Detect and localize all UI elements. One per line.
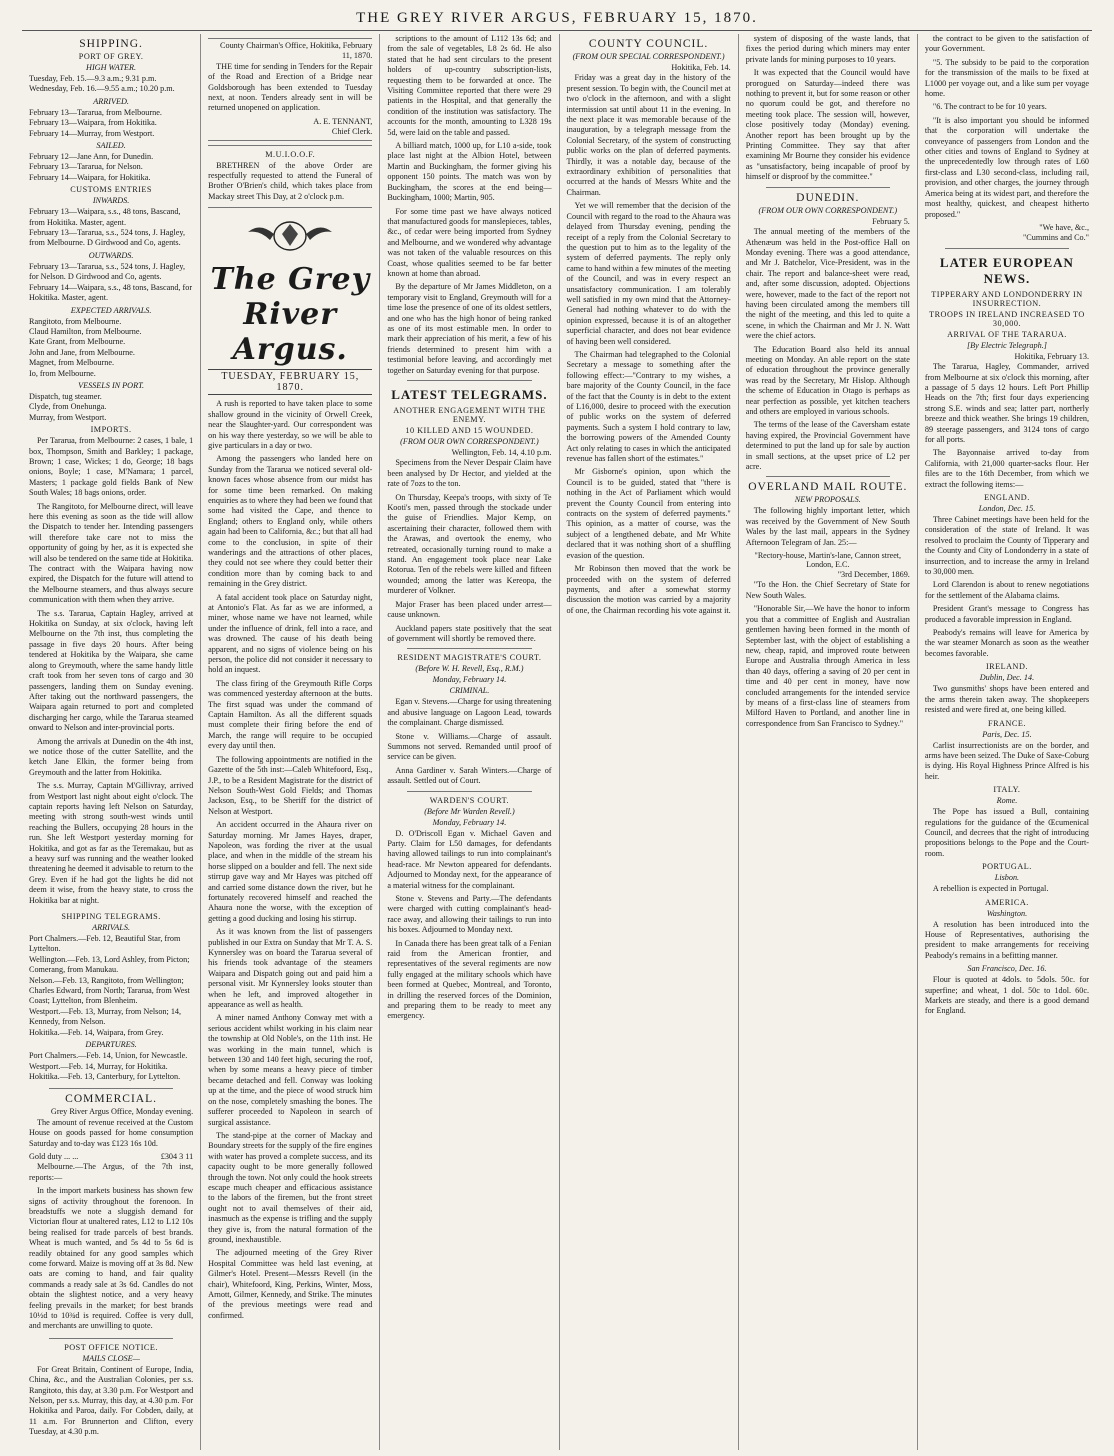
council-paragraph: Mr Robinson then moved that the work be proceeded with on the system of deferred payments, and after a somewhat stormy discussion the motion was carried by a majority of one, the Chairman recording his vote against it.	[566, 564, 731, 615]
telegram-dateline: Wellington, Feb. 14, 4.10 p.m.	[451, 448, 552, 457]
european-news-title: LATER EUROPEAN NEWS.	[939, 254, 1074, 286]
latest-telegrams-title: LATEST TELEGRAMS.	[391, 387, 548, 402]
county-council-title: COUNTY COUNCIL.	[588, 38, 709, 50]
section-divider	[407, 791, 531, 792]
telegram-arrival: Nelson.—Feb. 13, Rangitoto, from Wellington; Charles Edward, from North; Tararua, from West Coast; Lyttelton, from Blenheim.	[29, 975, 190, 1006]
telegram-paragraph: Auckland papers state positively that the seat of government will shortly be removed there.	[387, 623, 552, 643]
gold-duty-row	[29, 1152, 193, 1162]
portugal-paragraph: A rebellion is expected in Portugal.	[932, 884, 1049, 894]
tender-notice	[208, 38, 372, 141]
news-paragraph: For some time past we have always noticed that manufactured goods for manslepieces, tables, &c., of cedar were being imported from Sydney and Melbourne, and we wondered why advantage was not taken of the valuable resources on this Coast, whose qualities seemed to be far better known at home than abroad.	[387, 206, 552, 278]
sailed-line: February 14—Waipara, for Hokitika.	[29, 172, 151, 182]
dunedin-paragraph: The annual meeting of the members of the Athenæum was held in the Post-office Hall on Monday evening. There was a good attendance, and Mr J. Batchelor, Vice-President, was in the chair. The report and balance-sheet were read, and, after some discussion, adopted. Objections were, however, made to the fact of the report not having been circulated among the members till the night of the meeting, and this led to quite a scene, in which the Chairman and Mr J. N. Watt were the chief actors.	[745, 227, 910, 341]
wardens-court-case: In Canada there has been great talk of a Fenian raid from the American frontier, and representatives of the several regiments are now fully engaged at the military schools which have been formed at Quebec, Montreal, and Toronto, in drilling the reserved forces of the Dominion, and preparing them to be ready to meet any emergency.	[387, 938, 552, 1021]
overland-continued: the contract to be given to the satisfaction of your Government.	[924, 34, 1090, 54]
sailed-line: February 13—Tararua, for Nelson.	[29, 162, 143, 172]
lodge-text: BRETHREN of the above Order are respectfully requested to attend the Funeral of Brother O'Brien's child, which takes place from Mackay street This Day, at 2 o'clock p.m.	[208, 160, 373, 201]
news-paragraph: A billiard match, 1000 up, for L10 a-side, took place last night at the Albion Hotel, between Martin and Buckingham, the former giving his opponent 150 points. The match was won by Buckingham, the scores at the end being—Buckingham, 1000; Martin, 905.	[387, 141, 552, 203]
italy-date: Rome.	[996, 796, 1018, 806]
european-news-paragraph: The Tararua, Hagley, Commander, arrived from Melbourne at six o'clock this morning, after a passage of 5 days 12 hours. Left Port Phillip Heads on the 7th; first four days experiencing strong S.E. winds and sea; latter part, northerly breeze and thick weather. She brings 19 children, 89 steerage passengers, and 3124 tons of cargo for all ports.	[924, 362, 1090, 444]
gold-duty-label: Gold duty ... ...	[29, 1151, 79, 1161]
ireland-paragraph: Two gunsmiths' shops have been entered and the arms therein taken away. The shopkeepers resisted and were fired at, one being killed.	[924, 684, 1090, 715]
markets-text: In the import markets business has shown few signs of activity throughout the forenoon. In breadstuffs we note a sluggish demand for Victorian flour at unaltered rates, L12 to L12 10s being realised for trade parcels of best brands. Wheat is much wanted, and 5s 4d to 5s 6d is readily obtained for any good samples which come forward. Maize is moving off at 3s 8d. New oats are coming to hand, and fair quality commands a ready sale at 3s 6d. Candles do not obtain the slightest notice, and a very heavy feeling prevails in the market; for best brands 10½d to 10¾d is required. Coffee is very dull, and merchants are unwilling to quote.	[29, 1186, 194, 1331]
overland-continued: "It is also important you should be informed that the corporation will undertake the conveyance of passengers from London and the other cities and towns of England to Sydney at the unprecedentedly low through rates of L60 first-class and L30 second-class, including rail, provision, and other charges, the journey through America being at its widest part, and therefore the most healthy, quickest, and cheapest hitherto proposed."	[924, 115, 1090, 219]
rm-court-case: Egan v. Stevens.—Charge for using threatening and abusive language on Lagoon Lead, towards the complainant. Charge dismissed.	[387, 697, 552, 728]
editorial-paragraph: The following appointments are notified in the Gazette of the 5th inst:—Caleb Whitefoord, Esq., J.P., to be a Resident Magistrate for the district of Nelson South-West Gold Fields; and Thomas Jackson, Esq., to be Sheriff for the district of Nelson at Westport.	[208, 754, 373, 816]
overland-paragraph: "Honorable Sir,—We have the honor to inform you that a committee of English and Australian gentlemen having been formed in the month of September last, with the object of establishing a new, cheap, rapid, and improved route between Europe and Australia through America in less than 40 days, offering a saving of 20 per cent in time and 40 per cent in money, have now concluded arrangements for the intended service by means of a first-class line of steamers from Milford Haven to Portland, and another line in correspondence from San Francisco to Sydney."	[745, 604, 910, 728]
council-paragraph: The Chairman had telegraphed to the Colonial Secretary a message to something after the following effect:—"Contrary to my wishes, a bare majority of the County Council, in the face of the fact that the County is in debt to the extent of L16,000, desire to proceed with the execution of public works on the system of deferred payments. Such a system I hold contrary to law, the borrowing powers of the Amended County Act only relating to cases in which the anticipated revenue has fallen short of the estimates."	[566, 349, 731, 464]
tender-signature: A. E. TENNANT,	[313, 116, 373, 126]
ireland-date: Dublin, Dec. 14.	[979, 673, 1035, 683]
telegram-departure: Port Chalmers.—Feb. 14, Union, for Newcastle.	[29, 1051, 188, 1061]
dunedin-sub: (FROM OUR OWN CORRESPONDENT.)	[758, 205, 898, 215]
portugal-title: PORTUGAL.	[982, 862, 1032, 872]
european-news-headline: TROOPS IN IRELAND INCREASED TO 30,000.	[929, 309, 1085, 328]
arrived-line: February 13—Waipara, from Hokitika.	[29, 118, 157, 128]
sailed-title: SAILED.	[96, 141, 126, 151]
commercial-section	[29, 1093, 193, 1332]
issue-dateline: TUESDAY, FEBRUARY 15, 1870.	[208, 369, 372, 395]
european-news-source: [By Electric Telegraph.]	[966, 340, 1047, 350]
expected-title: EXPECTED ARRIVALS.	[70, 305, 152, 315]
america-paragraph: A resolution has been introduced into the House of Representatives, authorising the president to make arrangements for receiving Peabody's remains in a befitting manner.	[924, 919, 1090, 960]
commercial-place: Grey River Argus Office, Monday evening.	[50, 1107, 194, 1117]
america-title: AMERICA.	[985, 897, 1029, 907]
column-5	[739, 34, 918, 1450]
wardens-court-case: Stone v. Stevens and Party.—The defendants were charged with cutting complainant's head-race away, and allowing their tailings to run into his boxes. Adjourned to Monday next.	[387, 894, 552, 935]
telegram-paragraph: Major Fraser has been placed under arrest—cause unknown.	[387, 599, 552, 620]
newspaper-nameplate: The Grey River Argus.	[210, 262, 371, 368]
italy-paragraph: The Pope has issued a Bull, containing regulations for the guidance of the Œcumenical Council, and decrees that the right of introducing propositions belongs to the Pope and the Court-room.	[924, 807, 1090, 858]
overland-paragraph: "To the Hon. the Chief Secretary of State for New South Wales.	[745, 580, 910, 600]
vessels-line: Clyde, from Onehunga.	[29, 402, 107, 412]
rm-court-criminal: CRIMINAL.	[449, 686, 490, 696]
section-divider	[945, 248, 1069, 249]
customs-title: CUSTOMS ENTRIES	[70, 185, 152, 195]
gold-duty-value: £304 3 11	[160, 1151, 194, 1161]
portugal-date: Lisbon.	[994, 873, 1020, 883]
tender-text: THE time for sending in Tenders for the Repair of the Road and Erection of a Bridge near Goldsborough has been extended to Tuesday next, at noon. Tenders already sent in will be returned unopened on application.	[208, 61, 373, 113]
wardens-court-date: Monday, February 14.	[432, 817, 507, 827]
rm-court-case: Anna Gardiner v. Sarah Winters.—Charge of assault. Settled out of Court.	[387, 765, 552, 786]
high-water-line: Wednesday, Feb. 16.—9.55 a.m.; 10.20 p.m.	[29, 84, 175, 94]
telegram-headline: ANOTHER ENGAGEMENT WITH THE ENEMY.	[393, 406, 546, 424]
mails-close-title: MAILS CLOSE—	[82, 1353, 140, 1363]
france-paragraph: Carlist insurrectionists are on the border, and arms have been seized. The Duke of Saxe-Coburg is dying. His Royal Highness Prince Alfred is his heir.	[924, 740, 1090, 781]
lodge-notice	[208, 145, 372, 209]
vessels-line: Murray, from Westport.	[29, 412, 107, 422]
port-title: PORT OF GREY.	[78, 52, 144, 61]
telegrams-title: SHIPPING TELEGRAMS.	[61, 912, 161, 922]
san-francisco-paragraph: Flour is quoted at 4dols. to 5dols. 50c. for superfine; and wheat, 1 dol. 50c to 1dol. 60c. Markets are steady, and there is a good demand for England.	[924, 975, 1090, 1016]
shipping-title: SHIPPING.	[79, 38, 143, 50]
inwards-line: February 13—Tararua, s.s., 524 tons, J. Hagley, from Melbourne. D Girdwood and Co, agents.	[29, 228, 186, 248]
rm-court-title: RESIDENT MAGISTRATE'S COURT.	[397, 653, 542, 663]
commercial-title: COMMERCIAL.	[65, 1093, 157, 1106]
column-3	[380, 34, 559, 1450]
european-news-headline: TIPPERARY AND LONDONDERRY IN INSURRECTION.	[931, 289, 1083, 308]
section-divider	[49, 1088, 173, 1089]
rm-court-sub: (Before W. H. Revell, Esq., R.M.)	[415, 664, 524, 674]
editorial-paragraph: The adjourned meeting of the Grey River Hospital Committee was held last evening, at Gilmer's Hotel. Present—Messrs Revell (in the chair), Whitefoord, King, Perkins, Winter, Moss, Arnott, Gilmer, Kennedy, and Strike. The minutes of the previous meetings were read and confirmed.	[208, 1248, 373, 1320]
telegram-arrival: Hokitika.—Feb. 14, Waipara, from Grey.	[29, 1027, 164, 1037]
editorial-paragraph: The stand-pipe at the corner of Mackay and Boundary streets for the supply of the fire engines with water has proved a complete success, and its capacity ought to be more generally followed through the town. Not only could the hook streets escape much cheaper and efficacious assistance to the labors of the firemen, but the front street ought not to avail themselves of their aid, inasmuch as the expense is trifling and the supply they give is, from the natural formation of the ground, inexhaustible.	[208, 1130, 373, 1244]
overland-address: "Rectory-house, Martin's-lane, Cannon street, London, E.C.	[754, 551, 901, 570]
telegram-source: (FROM OUR OWN CORRESPONDENT.)	[400, 437, 539, 446]
telegram-arrival: Port Chalmers.—Feb. 12, Beautiful Star, from Lyttelton.	[29, 934, 181, 954]
dunedin-title: DUNEDIN.	[796, 191, 860, 204]
tararua-text: The s.s. Tararua, Captain Hagley, arrived at Hokitika on Sunday, at six o'clock, having left Melbourne on the 7th inst, thus completing the passage in five days 20 hours. After being tendered at Hokitika by the Waipara, she came along to Greymouth, where the same handy little craft took from her seven tons of cargo and 30 passengers, landing them on Sunday evening. After taking out the northward passengers, the Waipara again returned to port and completed discharging her cargo, while the Tararua steamed onward to Nelson and inter-provincial ports.	[29, 608, 194, 733]
overland-title: OVERLAND MAIL ROUTE.	[748, 481, 908, 494]
council-paragraph: Mr Gisborne's opinion, upon which the Council is to be guided, stated that "there is nothing in the Act of Parliament which would prevent the County Council from entering into contracts on the system of deferred payments." This opinion, as a matter of course, was the subject of a lengthened debate, and Mr White declared that it was nothing short of a shuffling evasion of the question.	[566, 467, 731, 560]
expected-line: Claud Hamilton, from Melbourne.	[29, 326, 142, 336]
commercial-text: The amount of revenue received at the Custom House on goods passed for home consumption Saturday and to-day was £123 16s 10d.	[29, 1117, 194, 1148]
crest-emblem	[230, 212, 350, 256]
telegram-arrival: Westport.—Feb. 13, Murray, from Nelson; 14, Kennedy, from Nelson.	[29, 1006, 182, 1027]
imports-text: Per Tararua, from Melbourne: 2 cases, 1 bale, 1 box, Thompson, Smith and Barkley; 1 package, Brown; 1 case, Wickes; 1 do, George; 18 bags onions, Boyle; 1 case, M'Namara; 1 parcel, Masters; 1 package gold fields Bank of New South Wales; 18 bags onions, order.	[29, 436, 194, 498]
outwards-line: February 13—Tararua, s.s., 524 tons, J. Hagley, for Nelson. D Girdwood and Co, agents.	[29, 261, 186, 282]
england-paragraph: President Grant's message to Congress has produced a favorable impression in England.	[924, 604, 1090, 624]
lodge-title: M.U.I.O.O.F.	[265, 149, 316, 159]
vessels-title: VESSELS IN PORT.	[78, 380, 145, 390]
council-paragraph: Friday was a great day in the history of the present session. To begin with, the Council met at two o'clock in the afternoon, and with a slight intermission sat until about 11 in the evening. In the next place it was memorable because of the inauguration, by a telegraph message from the Colonial Secretary, of the system of constructing public works on the plan of deferred payments. Thirdly, it was a notable day, because of the extraordinary exhibition of personalities that occurred at the hands of Messrs White and the Chairman.	[566, 73, 731, 197]
france-date: Paris, Dec. 15.	[982, 729, 1032, 739]
news-paragraph: scriptions to the amount of L112 13s 6d; and from the sale of vegetables, L8 2s 6d. He also stated that he had sent circulars to the present holders of up-country subscription-lists, requesting them to be forwarded at once. The Visiting Committee reported that there were 29 patients in the Hospital, and that generally the condition of the institution was satisfactory. The accounts for the month, amounting to L328 19s 5d, were laid on the table and passed.	[387, 34, 552, 137]
overland-signoff: "We have, &c.,	[1039, 222, 1090, 232]
wardens-court-sub: (Before Mr Warden Revell.)	[424, 806, 515, 816]
outwards-title: OUTWARDS.	[88, 250, 134, 260]
telegram-headline: 10 KILLED AND 15 WOUNDED.	[405, 426, 534, 435]
arrived-line: February 14—Murray, from Westport.	[29, 128, 155, 138]
column-1	[22, 34, 201, 1450]
tender-role: Chief Clerk.	[331, 127, 373, 137]
italy-title: ITALY.	[993, 785, 1021, 795]
editorial-paragraph: The class firing of the Greymouth Rifle Corps was commenced yesterday afternoon at the butts. The first squad was under the command of Captain Hamilton. As all the different squads must complete their firing before the end of March, the range will require to be occupied every day until then.	[208, 678, 373, 751]
editorial-paragraph: An accident occurred in the Ahaura river on Saturday morning. Mr James Hayes, draper, Napoleon, was fording the river at the usual place, and when in the middle of the stream his horse slipped on a boulder and fell. The next side stirrup gave way and Mr Hayes was pitched off and carried some distance down the river, but he fortunately recovered himself and reached the Ahaura none the worse, with the exception of getting a good ducking and losing his stirrup.	[208, 820, 373, 923]
overland-paragraph: The following highly important letter, which was received by the Government of New South Wales by the last mail, appears in the Sydney Afternoon Telegram of Jan. 25:—	[745, 506, 910, 547]
telegram-paragraph: On Thursday, Keepa's troops, with sixty of Te Kooti's men, passed through the stockade under the guise of Friendlies. Major Kemp, on ascertaining their character, followed them with the Arawas, and overtook the enemy, who retreated, occasionally turning round to make a stand. An engagement took place near Lake Rotorua. Ten of the rebels were killed and fifteen wounded; among the latter was Kereopa, the murderer of Volkner.	[387, 492, 552, 596]
high-water-title: HIGH WATER.	[86, 63, 137, 72]
sailed-line: February 12—Jane Ann, for Dunedin.	[29, 152, 154, 162]
expected-line: Kate Grant, from Melbourne.	[29, 337, 126, 347]
rm-court-date: Monday, February 14.	[432, 675, 507, 685]
news-paragraph: By the departure of Mr James Middleton, on a temporary visit to England, Greymouth will for a time lose the presence of one of its oldest settlers, and one who has the high honor of being ranked as one of its most estimable men. In order to mark their appreciation of his merit, a few of his friends determined to present him with a testimonial before leaving, and accordingly met together on Saturday evening for that purpose.	[387, 282, 552, 375]
column-6	[918, 34, 1096, 1450]
section-divider	[766, 476, 890, 477]
england-paragraph: Lord Clarendon is about to renew negotiations for the settlement of the Alabama claims.	[924, 580, 1090, 600]
overland-sub: NEW PROPOSALS.	[794, 495, 861, 505]
ireland-title: IRELAND.	[985, 662, 1028, 672]
council-paragraph: Yet we will remember that the decision of the Council with regard to the road to the Ahaura was delayed from Thursday evening, pending the receipt of a reply from the Colonial Secretary to the question put to him as to the legality of the system of deferred payments. The reply only came to hand within a few minutes of the meeting of the Council, and was in every respect an unsatisfactory communication. I am tolerably well satisfied in my own mind that the Attorney-General had nothing whatever to do with the opinion expressed, because it is of an altogether superficial character, and does not bear evidence of having been well considered.	[566, 201, 731, 346]
expected-line: Magnet, from Melbourne.	[29, 358, 115, 368]
telegram-arrivals-title: ARRIVALS.	[92, 923, 130, 933]
post-office-title: POST OFFICE NOTICE.	[64, 1342, 158, 1352]
expected-line: John and Jane, from Melbourne.	[29, 347, 135, 357]
european-news-headline: ARRIVAL OF THE TARARUA.	[947, 329, 1067, 339]
council-continued: It was expected that the Council would have prorogued on Saturday—indeed there was nothing to prevent it, but for some reason or other no quorum could be got, and therefore no meeting took place. The session will, however, close positively today (Monday) evening. Another report has been brought up by the Printing Committee. They say that after examining Mr Bourne they consider his evidence as "unsatisfactory, being incapable of proof by himself or disproof by the committee."	[745, 68, 910, 182]
overland-continued: "6. The contract to be for 10 years.	[932, 102, 1047, 112]
england-date: London, Dec. 15.	[978, 504, 1036, 513]
section-divider	[49, 1338, 173, 1339]
dunedin-date: February 5.	[872, 216, 910, 226]
section-divider	[766, 187, 890, 188]
inwards-title: INWARDS.	[92, 196, 130, 206]
editorial-paragraph: As it was known from the list of passengers published in our Extra on Sunday that Mr T. A. S. Kynnersley was on board the Tararua several of his friends took advantage of the steamers Waipara and Dispatch going out and paid him a personal visit. Mr Kynnersley looks stouter than when he left, and improved altogether in appearance as well as health.	[208, 927, 373, 1010]
tender-place: County Chairman's Office, Hokitika, February 11, 1870.	[220, 41, 373, 61]
overland-date: "3rd December, 1869.	[837, 570, 910, 580]
dunedin-arrivals-text: Among the arrivals at Dunedin on the 4th inst, we notice those of the cutter Satellite, and the ketch Jane Elkin, the former being from Greymouth and the latter from Hokitika.	[29, 736, 194, 777]
column-4	[560, 34, 739, 1450]
section-divider	[407, 380, 531, 381]
rangitoto-text: The Rangitoto, for Melbourne direct, will leave here this evening as soon as the tide will allow the Dispatch to tender her. Intending passengers will therefore take care not to miss the opportunity of going by her, as it is expected she will also be tendered on the same tide at Hokitika. The contract with the Waipara having now expired, the Dispatch for the future will attend to the Melbourne steamers, and thus always secure communication with them when they arrive.	[29, 501, 194, 605]
england-title: ENGLAND.	[984, 493, 1030, 502]
editorial-paragraph: Among the passengers who landed here on Sunday from the Tararua we noticed several old-known faces whose absence from our midst has for some time been remarked. On making enquiries as to where they had been we found that some had visited the Cape, and thence to England; others to England only, while others again had been to California, &c.; but that all had come to the conclusion, in spite of their wanderings and the attractions of other places, they could not see where they could better their condition more than by coming back to and remaining in the Grey district.	[208, 454, 373, 589]
vessels-line: Dispatch, tug steamer.	[29, 391, 102, 401]
post-office-text: For Great Britain, Continent of Europe, India, China, &c., and the Australian Colonies, per s.s. Rangitoto, this day, at 3.30 p.m. For Westport and Nelson, per s.s. Murray, this day, at 4.30 p.m. For Hokitika and Paroa, daily. For Cobden, daily, at 11 a.m. For Brunnerton and Clifton, every Tuesday, at 4.30 p.m.	[29, 1364, 194, 1437]
arrived-line: February 13—Tararua, from Melbourne.	[29, 107, 162, 117]
section-divider	[407, 648, 531, 649]
rm-court-case: Stone v. Williams.—Charge of assault. Summons not served. Remanded until proof of service can be given.	[387, 731, 552, 762]
inwards-line: February 13—Waipara, s.s., 48 tons, Bascand, from Hokitika. Master, agent.	[29, 207, 181, 227]
shipping-section	[29, 38, 193, 906]
overland-signoff: "Cummins and Co."	[1022, 233, 1090, 243]
telegram-departure: Hokitika.—Feb. 13, Canterbury, for Lyttelton.	[29, 1071, 181, 1081]
france-title: FRANCE.	[988, 718, 1026, 728]
england-paragraph: Peabody's remains will leave for America by the war steamer Monarch as soon as the weather becomes favorable.	[924, 628, 1090, 658]
editorial-paragraph: A miner named Anthony Conway met with a serious accident whilst working in his claim near the township at Old Noble's, on the 11th inst. He was working in the main tunnel, which is between 130 and 140 feet high, securing the roof, when by some means a heavy piece of timber became detached and fell. Conway was looking up at the time, and the piece of wood struck him on the nose, completely smashing the bones. The sufferer proceeded to Napoleon in search of surgical assistance.	[208, 1013, 373, 1127]
expected-line: Io, from Melbourne.	[29, 368, 96, 378]
european-news-paragraph: The Bayonnaise arrived to-day from California, with 21,000 quarter-sacks flour. Her files are to the 16th December, from which we extract the following items:—	[924, 448, 1090, 489]
editorial-paragraph: A fatal accident took place on Saturday night, at Antonio's Flat. As far as we are informed, a miner, whose name we have not learned, while under the influence of drink, fell into a race, and was drowned. The cause of his death being apparent, and no signs of violence being on his person, the police did not consider it necessary to hold an inquest.	[208, 592, 373, 675]
council-continued: system of disposing of the waste lands, that fixes the period during which miners may enter private lands for mining purposes to 10 years.	[745, 34, 910, 64]
european-news-date: Hokitika, February 13.	[1014, 351, 1090, 361]
melbourne-text: Melbourne.—The Argus, of the 7th inst, reports:—	[29, 1162, 194, 1182]
column-2	[201, 34, 380, 1450]
editorial-paragraph: A rush is reported to have taken place to some shallow ground in the vicinity of Orwell Creek, near the Slaughter-yard. Our correspondent was on his way there yesterday, so we will be able to give particulars in a day or two.	[208, 399, 373, 450]
county-council-sub: (FROM OUR SPECIAL CORRESPONDENT.)	[572, 52, 725, 61]
america-date: Washington.	[986, 908, 1028, 918]
wardens-court-title: WARDEN'S COURT.	[429, 795, 510, 805]
expected-line: Rangitoto, from Melbourne.	[29, 316, 122, 326]
post-office-notice	[29, 1343, 193, 1438]
shipping-telegrams	[29, 912, 193, 1082]
murray-text: The s.s. Murray, Captain M'Gillivray, arrived from Westport last night about eight o'clock. The captain reports having left Nelson on Saturday, meeting with strong south-west winds until reaching the Bullers, occupying 28 hours in the run. She left Westport yesterday morning for Hokitika, and got as far as the Teremakau, but as a heavy surf was running and the weather looked threatening he deemed it advisable to return to the Grey. Even if he had got the lights he did not deem it wise, from the heavy state, to cross the Hokitika bar at night.	[29, 781, 194, 905]
page-columns	[22, 34, 1096, 1450]
outwards-line: February 14—Waipara, s.s., 48 tons, Bascand, for Hokitika. Master, agent.	[29, 282, 193, 303]
dunedin-paragraph: The terms of the lease of the Caversham estate having expired, the Provincial Government have determined to put the land up for sale by auction in small sections, at the upset price of L2 per acre.	[745, 420, 910, 472]
england-paragraph: Three Cabinet meetings have been held for the consideration of the state of Ireland. It was resolved to proclaim the County of Tipperary and the County and City of Londonderry in a state of insurrection, and to increase the army in Ireland to 30,000 men.	[924, 515, 1090, 577]
wardens-court-case: D. O'Driscoll Egan v. Michael Gaven and Party. Claim for L50 damages, for defendants having allowed tailings to run into complainant's head-race. Mr Newton appeared for defendants. Adjourned to Monday next, for the appearance of a material witness for the complainant.	[387, 828, 552, 890]
telegram-paragraph: Specimens from the Never Despair Claim have been analysed by Dr Hector, and yielded at the rate of 7ozs to the ton.	[387, 458, 552, 489]
county-council-dateline: Hokitika, Feb. 14.	[671, 63, 731, 72]
dunedin-paragraph: The Education Board also held its annual meeting on Monday. An able report on the state of education throughout the province generally was read by the Secretary, Mr Hislop. Although the scheme of Education in Otago is perhaps as near perfection as possible, yet kitchen teachers and others are employed in various schools.	[745, 344, 910, 416]
telegram-departures-title: DEPARTURES.	[85, 1040, 137, 1050]
telegram-arrival: Wellington.—Feb. 13, Lord Ashley, from Picton; Comerang, from Manukau.	[29, 954, 190, 975]
imports-title: IMPORTS.	[90, 425, 132, 435]
telegram-departure: Westport.—Feb. 14, Murray, for Hokitika.	[29, 1061, 168, 1071]
san-francisco-date: San Francisco, Dec. 16.	[967, 964, 1047, 974]
arrived-title: ARRIVED.	[93, 96, 129, 106]
high-water-line: Tuesday, Feb. 15.—9.3 a.m.; 9.31 p.m.	[29, 74, 157, 83]
masthead: THE GREY RIVER ARGUS, FEBRUARY 15, 1870.	[356, 10, 758, 26]
overland-continued: "5. The subsidy to be paid to the corporation for the transmission of the mails to be fixed at L1000 per voyage out, and a like sum per voyage home.	[924, 57, 1090, 99]
masthead-rule	[22, 30, 1092, 31]
